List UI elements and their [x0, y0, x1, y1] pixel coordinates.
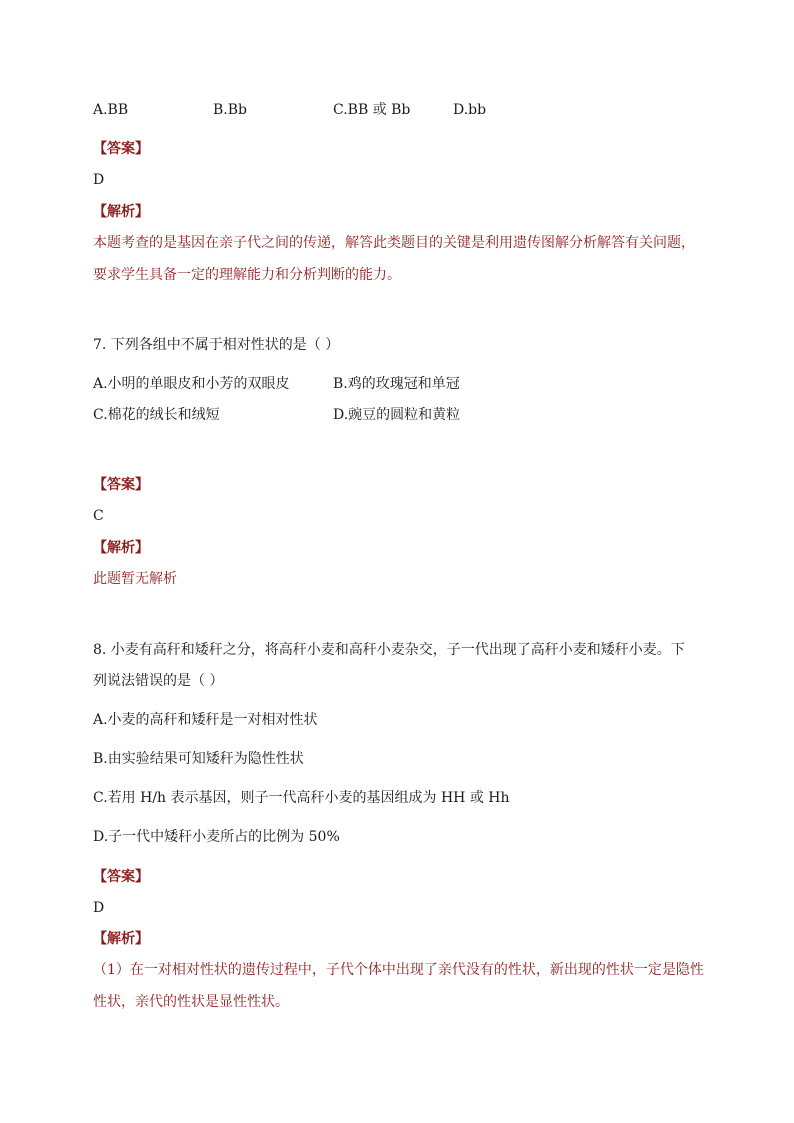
q7-option-b: B.鸡的玫瑰冠和单冠 [333, 376, 460, 392]
q8-analysis-label: 【解析】 [93, 931, 149, 947]
q6-answer-label: 【答案】 [93, 141, 149, 157]
q7-answer-label: 【答案】 [93, 477, 149, 493]
q7-option-d: D.豌豆的圆粒和黄粒 [333, 407, 461, 423]
q6-analysis-line-2: 要求学生具备一定的理解能力和分析判断的能力。 [93, 267, 401, 283]
q6-option-a: A.BB [93, 102, 129, 118]
q6-option-d: D.bb [453, 102, 487, 118]
q6-analysis-label: 【解析】 [93, 204, 149, 220]
q8-option-d: D.子一代中矮秆小麦所占的比例为 50% [93, 829, 340, 845]
q7-question: 7. 下列各组中不属于相对性状的是（ ） [93, 337, 340, 353]
q8-option-a: A.小麦的高秆和矮秆是一对相对性状 [93, 712, 318, 728]
q8-answer: D [93, 900, 105, 916]
q7-answer: C [93, 508, 104, 524]
q8-question-line-2: 列说法错误的是（ ） [93, 673, 224, 689]
q7-option-a: A.小明的单眼皮和小芳的双眼皮 [93, 376, 290, 392]
q8-option-c: C.若用 H/h 表示基因，则子一代高秆小麦的基因组成为 HH 或 Hh [93, 790, 510, 806]
q8-answer-label: 【答案】 [93, 869, 149, 885]
q6-answer: D [93, 172, 105, 188]
q8-option-b: B.由实验结果可知矮秆为隐性性状 [93, 751, 304, 767]
q8-analysis-line-2: 性状，亲代的性状是显性性状。 [93, 994, 289, 1010]
q6-option-b: B.Bb [213, 102, 247, 118]
q7-analysis-label: 【解析】 [93, 540, 149, 556]
q6-option-c: C.BB 或 Bb [333, 102, 411, 118]
q6-analysis-line-1: 本题考查的是基因在亲子代之间的传递，解答此类题目的关键是利用遗传图解分析解答有关问题， [93, 235, 695, 251]
q7-option-c: C.棉花的绒长和绒短 [93, 407, 220, 423]
q7-analysis: 此题暂无解析 [93, 571, 177, 587]
q8-question-line-1: 8. 小麦有高秆和矮秆之分，将高秆小麦和高秆小麦杂交，子一代出现了高秆小麦和矮秆小麦。下 [93, 642, 685, 658]
q8-analysis-line-1: （1）在一对相对性状的遗传过程中，子代个体中出现了亲代没有的性状，新出现的性状一定是隐性 [93, 962, 704, 978]
